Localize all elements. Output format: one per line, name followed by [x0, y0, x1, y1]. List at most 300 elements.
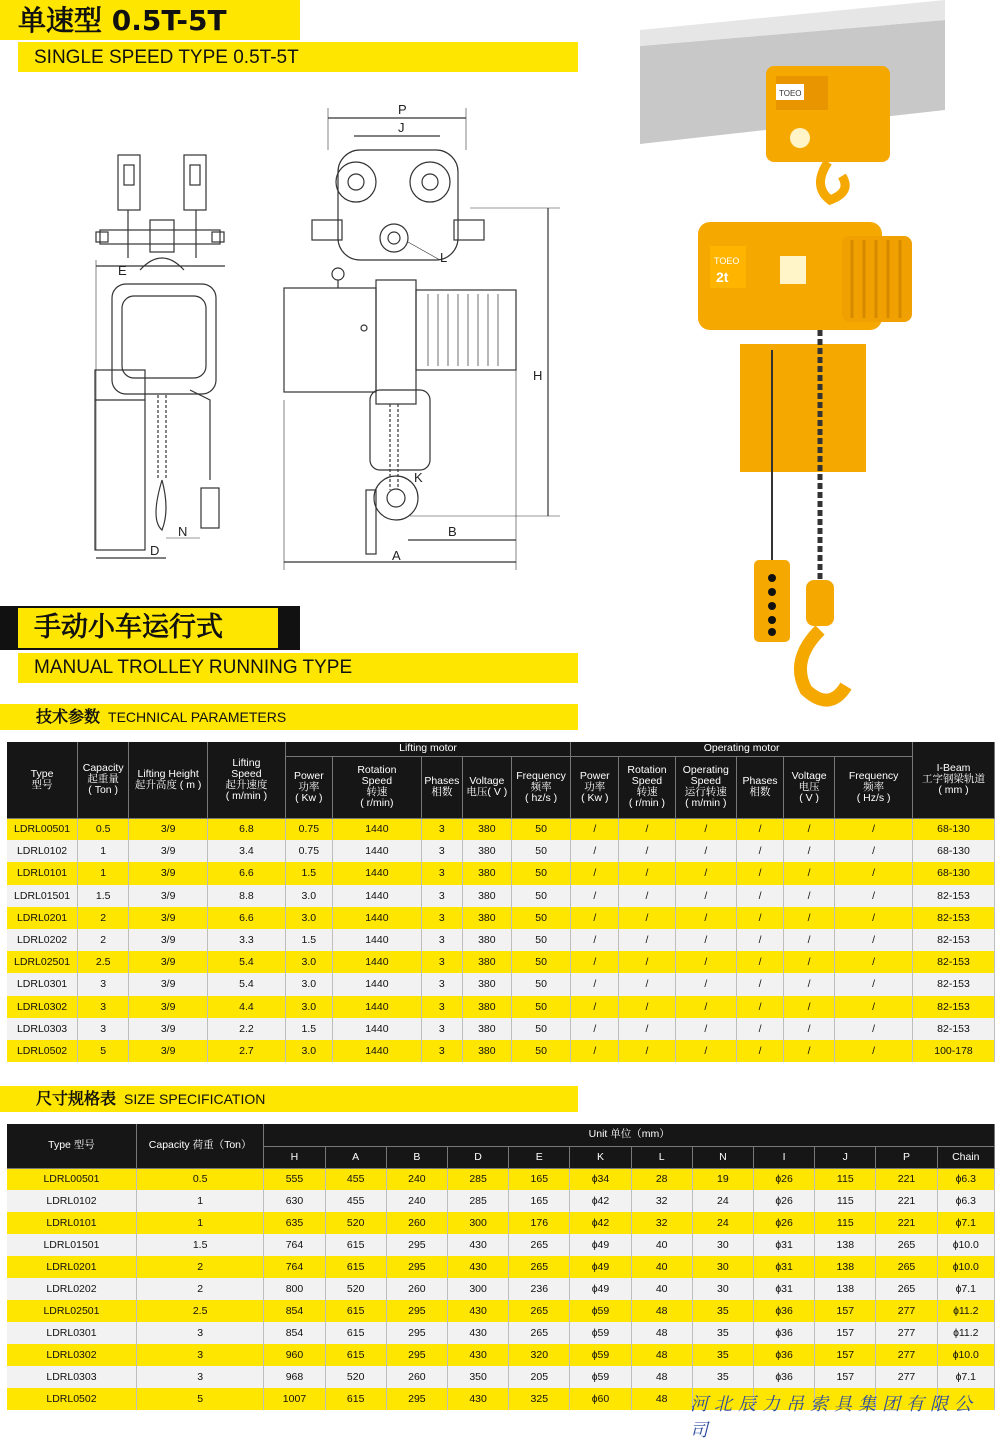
table-cell: 1440	[332, 862, 421, 884]
table-cell: /	[835, 1018, 913, 1040]
dim-label-e: E	[118, 263, 127, 278]
table-cell: /	[835, 951, 913, 973]
table-cell: 960	[264, 1344, 325, 1366]
model-cell: LDRL0201	[7, 1256, 136, 1278]
table-cell: 3.0	[285, 996, 332, 1018]
hoist-capacity-plate: 2t	[716, 269, 729, 285]
table-row	[7, 1344, 995, 1366]
dim-label-l: L	[440, 250, 448, 265]
table-cell: 277	[876, 1344, 937, 1366]
tech-header-cell	[571, 756, 619, 818]
table-cell: 380	[462, 840, 511, 862]
table-cell: 277	[876, 1322, 937, 1344]
table-cell: 138	[815, 1234, 876, 1256]
model-cell: LDRL0502	[7, 1388, 136, 1410]
table-row	[7, 885, 995, 907]
table-cell: 0.75	[285, 818, 332, 840]
size-col-header: L	[631, 1146, 692, 1168]
table-row	[7, 1256, 995, 1278]
table-cell: 19	[692, 1168, 753, 1190]
table-cell: 430	[447, 1256, 508, 1278]
table-cell: 2.5	[78, 951, 129, 973]
table-cell: 32	[631, 1212, 692, 1234]
header-text: Phases	[742, 775, 778, 787]
table-cell: 380	[462, 1040, 511, 1062]
table-cell: 68-130	[913, 840, 995, 862]
hoist-technical-drawing	[0, 70, 600, 600]
table-cell: 3/9	[129, 907, 208, 929]
table-cell: 6.8	[208, 818, 286, 840]
table-cell: 455	[325, 1168, 386, 1190]
table-cell: /	[619, 1040, 675, 1062]
size-title	[36, 1085, 265, 1113]
table-cell: 82-153	[913, 951, 995, 973]
table-cell: 82-153	[913, 1018, 995, 1040]
table-cell: 115	[815, 1212, 876, 1234]
table-cell: 295	[386, 1322, 447, 1344]
table-cell: /	[675, 996, 736, 1018]
model-cell: LDRL0101	[7, 1212, 136, 1234]
table-cell: /	[619, 907, 675, 929]
header-text: Voltage	[469, 775, 505, 787]
table-cell: 3.0	[285, 1040, 332, 1062]
table-cell: 1.5	[78, 885, 129, 907]
model-cell: LDRL0502	[7, 1040, 78, 1062]
tech-title-cn: 技术参数	[36, 707, 101, 726]
table-cell: /	[619, 1018, 675, 1040]
table-cell: 285	[447, 1168, 508, 1190]
header-text: 电压	[798, 780, 820, 793]
table-cell: 380	[462, 973, 511, 995]
model-cell: LDRL0303	[7, 1366, 136, 1388]
tech-header-cell	[285, 756, 332, 818]
page-title-en: SINGLE SPEED TYPE 0.5T-5T	[34, 47, 299, 68]
table-cell: ɸ26	[754, 1190, 815, 1212]
table-cell: /	[619, 885, 675, 907]
table-cell: 615	[325, 1388, 386, 1410]
table-cell: ɸ26	[754, 1168, 815, 1190]
table-cell: /	[835, 818, 913, 840]
table-cell: /	[835, 840, 913, 862]
table-cell: 50	[511, 1040, 570, 1062]
table-cell: ɸ49	[570, 1234, 631, 1256]
table-row	[7, 1040, 995, 1062]
table-cell: 157	[815, 1366, 876, 1388]
table-cell: /	[784, 818, 835, 840]
table-row	[7, 951, 995, 973]
table-cell: /	[675, 1040, 736, 1062]
table-cell: 300	[447, 1212, 508, 1234]
dim-label-a: A	[392, 548, 401, 563]
table-cell: 138	[815, 1256, 876, 1278]
table-cell: 1440	[332, 1018, 421, 1040]
table-cell: ɸ60	[570, 1388, 631, 1410]
table-cell: 3/9	[129, 1018, 208, 1040]
header-text: I-Beam	[936, 762, 971, 775]
table-cell: 3/9	[129, 818, 208, 840]
header-text: 频率	[863, 780, 885, 793]
model-cell: LDRL0302	[7, 996, 78, 1018]
table-row	[7, 907, 995, 929]
header-text: ( Hz/s )	[856, 791, 891, 804]
table-row	[7, 1366, 995, 1388]
header-text: Power	[579, 769, 610, 782]
table-row	[7, 1190, 995, 1212]
table-cell: 520	[325, 1366, 386, 1388]
table-cell: 2	[78, 929, 129, 951]
tech-header-cell	[78, 742, 129, 818]
table-cell: /	[675, 818, 736, 840]
dim-label-n: N	[178, 524, 188, 539]
header-text: 起升速度	[225, 778, 268, 791]
table-cell: ɸ6.3	[937, 1168, 994, 1190]
table-cell: /	[737, 840, 784, 862]
table-row	[7, 1322, 995, 1344]
hoist-brand-text: TOEO	[714, 256, 740, 266]
model-cell: LDRL0302	[7, 1344, 136, 1366]
table-cell: 3	[421, 1040, 462, 1062]
header-text: 相数	[749, 786, 771, 798]
table-cell: 3/9	[129, 840, 208, 862]
table-cell: 32	[631, 1190, 692, 1212]
table-cell: 764	[264, 1234, 325, 1256]
table-row	[7, 973, 995, 995]
table-cell: /	[571, 862, 619, 884]
table-cell: 236	[509, 1278, 570, 1300]
header-text: ( Kw )	[581, 791, 609, 804]
table-cell: 4.4	[208, 996, 286, 1018]
table-cell: 3	[421, 885, 462, 907]
table-cell: 300	[447, 1278, 508, 1300]
table-cell: 1440	[332, 840, 421, 862]
table-cell: 50	[511, 840, 570, 862]
table-cell: /	[784, 862, 835, 884]
table-cell: 100-178	[913, 1040, 995, 1062]
table-cell: 40	[631, 1256, 692, 1278]
table-cell: 50	[511, 929, 570, 951]
table-cell: 35	[692, 1322, 753, 1344]
table-cell: 1	[136, 1212, 263, 1234]
tech-header-cell	[421, 756, 462, 818]
table-cell: 176	[509, 1212, 570, 1234]
size-capacity-header: Capacity 荷重（Ton）	[136, 1124, 263, 1168]
table-cell: 3	[421, 996, 462, 1018]
table-cell: 3.0	[285, 907, 332, 929]
table-row	[7, 862, 995, 884]
table-row	[7, 1018, 995, 1040]
tech-header-cell	[835, 756, 913, 818]
operating-motor-group-header: Operating motor	[571, 742, 913, 756]
table-cell: ɸ59	[570, 1366, 631, 1388]
table-cell: /	[619, 818, 675, 840]
model-cell: LDRL01501	[7, 885, 78, 907]
table-cell: 3	[421, 951, 462, 973]
header-text: Speed	[631, 775, 663, 787]
header-text: Capacity	[82, 762, 124, 775]
table-cell: 2.7	[208, 1040, 286, 1062]
table-cell: 380	[462, 951, 511, 973]
table-cell: 3/9	[129, 862, 208, 884]
table-cell: 3/9	[129, 1040, 208, 1062]
hoist-product-photo	[580, 0, 1000, 720]
table-cell: /	[835, 929, 913, 951]
tech-header-cell	[737, 756, 784, 818]
table-cell: 3.0	[285, 951, 332, 973]
table-cell: /	[737, 907, 784, 929]
table-cell: /	[571, 1018, 619, 1040]
table-cell: 50	[511, 1018, 570, 1040]
table-cell: /	[737, 885, 784, 907]
table-cell: ɸ7.1	[937, 1366, 994, 1388]
table-cell: 380	[462, 885, 511, 907]
table-cell: 2.5	[136, 1300, 263, 1322]
table-cell: 1.5	[285, 862, 332, 884]
table-cell: 115	[815, 1168, 876, 1190]
table-cell: 35	[692, 1366, 753, 1388]
table-cell: ɸ34	[570, 1168, 631, 1190]
table-cell: ɸ59	[570, 1300, 631, 1322]
table-cell: /	[571, 885, 619, 907]
table-cell: 3.0	[285, 973, 332, 995]
tech-header-row-group	[7, 742, 995, 756]
table-cell: /	[675, 929, 736, 951]
header-text: ( r/min)	[360, 797, 394, 809]
header-text: ( hz/s )	[525, 791, 558, 804]
model-cell: LDRL00501	[7, 1168, 136, 1190]
table-cell: 68-130	[913, 862, 995, 884]
table-cell: /	[737, 1018, 784, 1040]
table-cell: 50	[511, 951, 570, 973]
table-cell: /	[571, 929, 619, 951]
table-cell: 968	[264, 1366, 325, 1388]
tech-header-cell	[208, 742, 286, 818]
dim-label-b: B	[448, 524, 457, 539]
table-cell: ɸ11.2	[937, 1322, 994, 1344]
table-cell: /	[675, 885, 736, 907]
table-cell: 1440	[332, 907, 421, 929]
table-row	[7, 996, 995, 1018]
table-row	[7, 818, 995, 840]
table-cell: 1.5	[136, 1234, 263, 1256]
table-cell: 5	[136, 1388, 263, 1410]
tech-header-cell	[619, 756, 675, 818]
table-cell: 380	[462, 907, 511, 929]
table-cell: 3.0	[285, 885, 332, 907]
table-cell: /	[571, 951, 619, 973]
dim-label-d: D	[150, 543, 160, 558]
table-cell: /	[737, 862, 784, 884]
table-cell: 615	[325, 1256, 386, 1278]
table-cell: 82-153	[913, 907, 995, 929]
table-cell: /	[737, 1040, 784, 1062]
table-cell: 3	[136, 1322, 263, 1344]
table-cell: 1	[136, 1190, 263, 1212]
table-cell: 615	[325, 1344, 386, 1366]
table-cell: 50	[511, 973, 570, 995]
header-text: Operating	[682, 764, 729, 776]
table-row	[7, 840, 995, 862]
model-cell: LDRL0301	[7, 1322, 136, 1344]
table-cell: /	[571, 1040, 619, 1062]
header-text: Speed	[231, 767, 262, 780]
table-cell: 221	[876, 1190, 937, 1212]
table-cell: /	[571, 818, 619, 840]
table-cell: 265	[509, 1322, 570, 1344]
table-cell: 430	[447, 1322, 508, 1344]
table-cell: /	[737, 818, 784, 840]
header-text: 起重量	[87, 773, 119, 786]
table-cell: /	[835, 1040, 913, 1062]
model-cell: LDRL0101	[7, 862, 78, 884]
table-cell: 48	[631, 1366, 692, 1388]
header-text: Speed	[361, 775, 393, 787]
table-cell: 48	[631, 1322, 692, 1344]
table-cell: /	[784, 951, 835, 973]
table-cell: 3	[421, 907, 462, 929]
table-cell: 1007	[264, 1388, 325, 1410]
size-col-header: N	[692, 1146, 753, 1168]
table-cell: 82-153	[913, 929, 995, 951]
table-cell: 265	[876, 1256, 937, 1278]
table-cell: 35	[692, 1300, 753, 1322]
table-cell: 6.6	[208, 862, 286, 884]
table-cell: /	[619, 951, 675, 973]
table-cell: ɸ7.1	[937, 1212, 994, 1234]
table-cell: 295	[386, 1388, 447, 1410]
table-cell: 3	[421, 818, 462, 840]
table-cell: /	[835, 973, 913, 995]
table-cell: 115	[815, 1190, 876, 1212]
header-text: Lifting Height	[137, 767, 199, 780]
table-row	[7, 1278, 995, 1300]
header-text: 起升高度 ( m )	[134, 778, 202, 791]
page-title-cn: 单速型 0.5T-5T	[18, 4, 227, 37]
table-cell: 3	[421, 862, 462, 884]
table-cell: /	[784, 996, 835, 1018]
table-cell: ɸ42	[570, 1212, 631, 1234]
table-cell: 2	[78, 907, 129, 929]
table-cell: ɸ7.1	[937, 1278, 994, 1300]
model-cell: LDRL0102	[7, 840, 78, 862]
tech-header-cell	[462, 756, 511, 818]
model-cell: LDRL0102	[7, 1190, 136, 1212]
table-cell: 1440	[332, 996, 421, 1018]
table-cell: 165	[509, 1190, 570, 1212]
table-cell: 277	[876, 1366, 937, 1388]
table-cell: 277	[876, 1300, 937, 1322]
header-text: 转速	[636, 786, 658, 798]
table-cell: /	[571, 996, 619, 1018]
size-col-header: I	[754, 1146, 815, 1168]
dim-label-h: H	[533, 368, 543, 383]
header-text: ( V )	[799, 791, 820, 804]
table-cell: 430	[447, 1344, 508, 1366]
table-cell: /	[619, 996, 675, 1018]
table-cell: 3	[421, 840, 462, 862]
table-cell: 24	[692, 1190, 753, 1212]
table-cell: 295	[386, 1256, 447, 1278]
dim-label-j: J	[398, 120, 405, 135]
table-cell: 3.4	[208, 840, 286, 862]
table-cell: ɸ31	[754, 1256, 815, 1278]
table-cell: 50	[511, 996, 570, 1018]
size-spec-table	[7, 1124, 995, 1410]
table-cell: 3/9	[129, 929, 208, 951]
size-col-header: D	[447, 1146, 508, 1168]
table-cell: 1440	[332, 818, 421, 840]
size-title-cn: 尺寸规格表	[36, 1089, 117, 1108]
table-cell: ɸ10.0	[937, 1234, 994, 1256]
table-cell: 3/9	[129, 996, 208, 1018]
table-cell: 854	[264, 1322, 325, 1344]
table-cell: 3	[78, 973, 129, 995]
table-cell: /	[675, 1018, 736, 1040]
table-cell: /	[737, 996, 784, 1018]
table-cell: /	[737, 951, 784, 973]
table-cell: /	[675, 973, 736, 995]
table-cell: 555	[264, 1168, 325, 1190]
model-cell: LDRL00501	[7, 818, 78, 840]
table-cell: 40	[631, 1234, 692, 1256]
table-cell: ɸ10.0	[937, 1344, 994, 1366]
header-text: ( Ton )	[88, 784, 119, 797]
header-text: 转速	[366, 786, 388, 798]
table-cell: 260	[386, 1212, 447, 1234]
table-cell: 82-153	[913, 996, 995, 1018]
table-cell: ɸ31	[754, 1278, 815, 1300]
table-cell: 380	[462, 1018, 511, 1040]
size-col-header: Chain	[937, 1146, 994, 1168]
table-cell: ɸ26	[754, 1212, 815, 1234]
tech-header-cell	[7, 742, 78, 818]
lifting-motor-group-header: Lifting motor	[285, 742, 570, 756]
table-cell: 8.8	[208, 885, 286, 907]
header-text: 工字钢梁轨道	[922, 773, 985, 786]
table-cell: 3	[421, 973, 462, 995]
header-text: 相数	[431, 786, 453, 798]
table-cell: ɸ49	[570, 1256, 631, 1278]
header-text: 频率	[530, 780, 552, 793]
table-cell: 1.5	[285, 1018, 332, 1040]
table-cell: 1	[78, 840, 129, 862]
model-cell: LDRL02501	[7, 1300, 136, 1322]
table-cell: 265	[509, 1300, 570, 1322]
header-text: Rotation	[357, 764, 397, 776]
model-cell: LDRL0202	[7, 1278, 136, 1300]
table-cell: ɸ49	[570, 1278, 631, 1300]
table-cell: 1440	[332, 973, 421, 995]
company-watermark: 河北辰力吊索具集团有限公司	[690, 1394, 978, 1441]
table-cell: 430	[447, 1234, 508, 1256]
table-cell: 24	[692, 1212, 753, 1234]
header-text: ( m/min )	[225, 789, 268, 802]
table-cell: 6.6	[208, 907, 286, 929]
tech-header-cell	[332, 756, 421, 818]
table-cell: 3.3	[208, 929, 286, 951]
table-cell: 455	[325, 1190, 386, 1212]
table-cell: 350	[447, 1366, 508, 1388]
table-cell: ɸ36	[754, 1344, 815, 1366]
size-col-header: B	[386, 1146, 447, 1168]
header-text: ( r/min )	[628, 797, 666, 809]
trolley-brand-text: TOEO	[779, 89, 802, 98]
size-col-header: A	[325, 1146, 386, 1168]
table-cell: /	[784, 840, 835, 862]
table-cell: 28	[631, 1168, 692, 1190]
table-cell: 520	[325, 1212, 386, 1234]
header-text: Voltage	[791, 769, 827, 782]
table-cell: 635	[264, 1212, 325, 1234]
